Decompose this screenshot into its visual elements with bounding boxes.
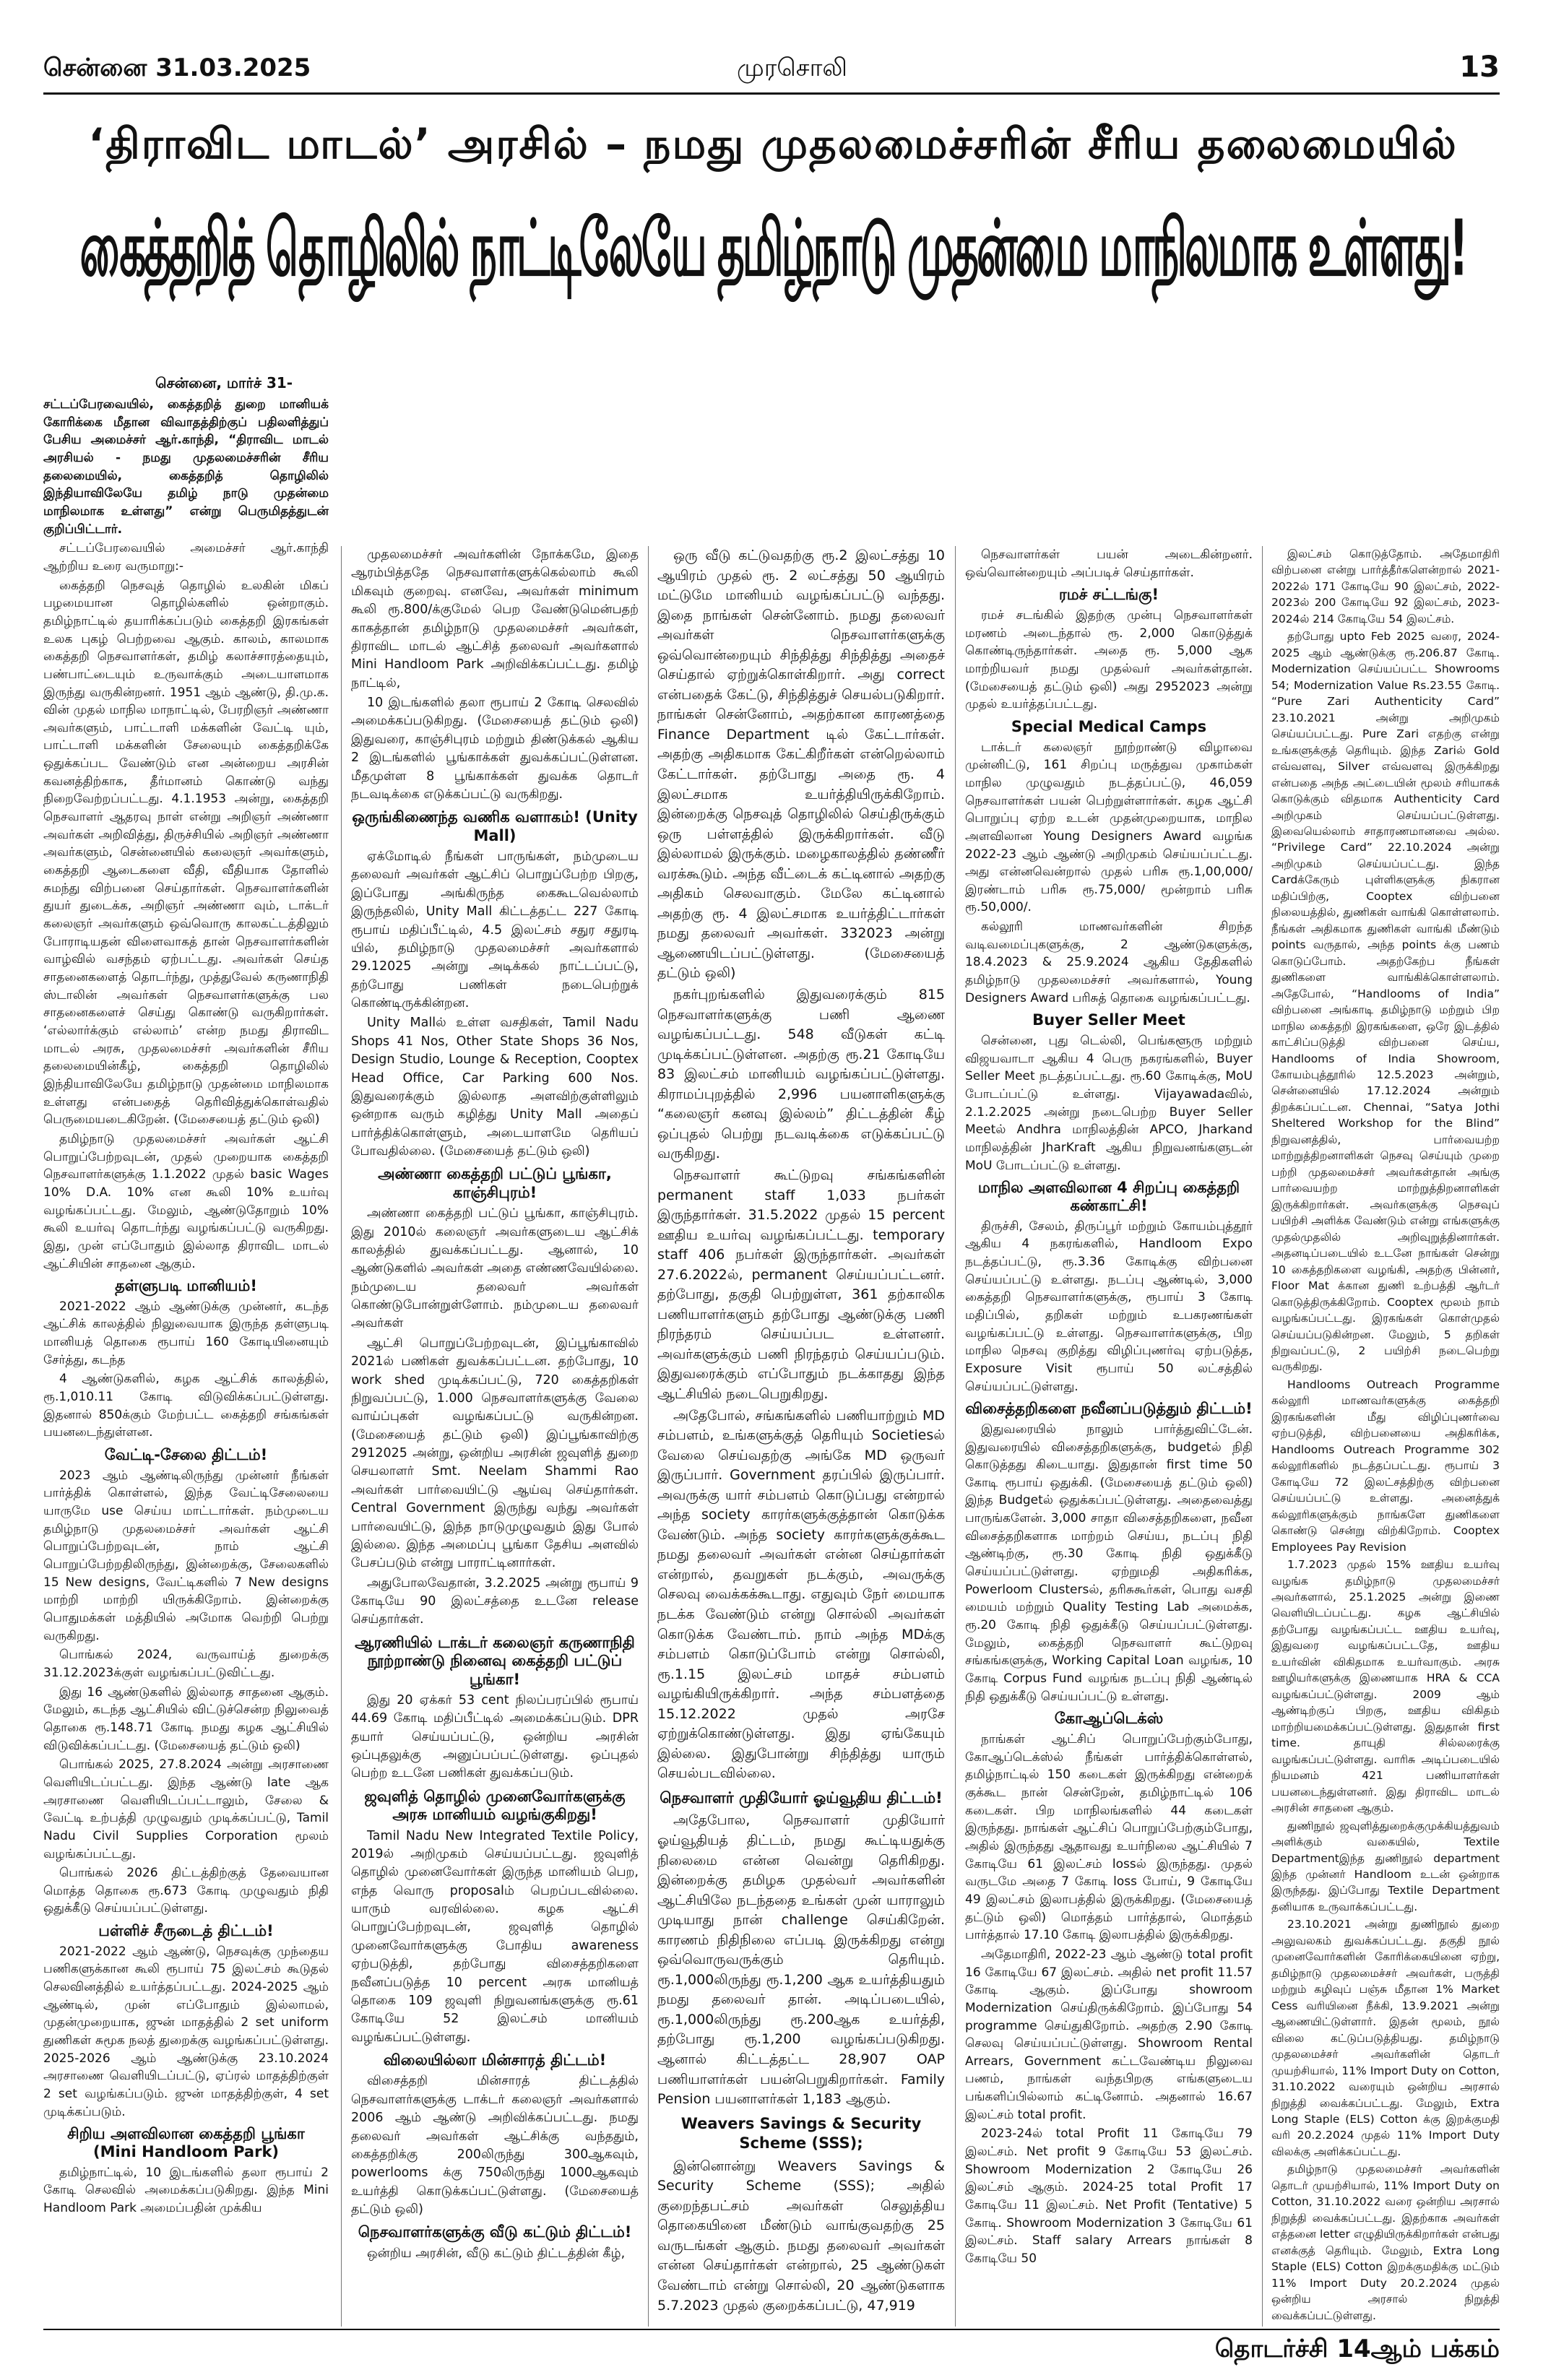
paragraph: 4 ஆண்டுகளில், கழக ஆட்சிக் காலத்தில், ரூ.1,010.11 கோடி விடுவிக்கப்பட்டுள்ளது. இதனால் 850க்கும் மேற்பட்ட கைத்தறி சங்கங்கள் பயனடைந்துள்ளன.	[43, 1372, 329, 1440]
subheading: ஆரணியில் டாக்டர் கலைஞர் கருணாநிதி நூற்றாண்டு நினைவு கைத்தறி பட்டுப் பூங்கா!	[355, 1633, 635, 1688]
paragraph: ஒன்றிய அரசின், வீடு கட்டும் திட்டத்தின் கீழ்,	[367, 2246, 626, 2261]
article-column-5	[1271, 546, 1500, 2330]
paragraph: 1.7.2023 முதல் 15% ஊதிய உயர்வு வழங்க தமிழ்நாடு முதலமைச்சர் அவர்களால், 25.1.2025 அன்று இணை வெளியிடப்பட்டது. கழக ஆட்சியில் தற்போது வழங்கப்பட்ட ஊதிய உயர்வு, இதுவரை வழங்கப்பட்டதே, ஊதிய உயர்வின் விகிதமாக உயர்வாகும். அரசு ஊழியர்களுக்கு இணையாக HRA & CCA வழங்கப்பட்டுள்ளது. 2009 ஆம் ஆண்டிற்குப் பிறகு, ஊதிய விகிதம் மாற்றியமைக்கப்பட்டுள்ளது. இதுதான் first time. தாயுதி சில்லரைக்கு வழங்கப்பட்டுள்ளது. வாரிசு அடிப்படையில் நியமனம் 421 பணியாளர்கள் பயனடைந்துள்ளனர். இது திராவிட மாடல் அரசின் சாதனை ஆகும்.	[1271, 1558, 1500, 1815]
paragraph: 23.10.2021 அன்று துணிநூல் துறை அலுவலகம் துவக்கப்பட்டது. தகுதி நூல் முனைவோர்களின் கோரிக்கையினை ஏற்று, தமிழ்நாடு முதலமைச்சர் அவர்கள், பருத்தி மற்றும் கழிவுப் பஞ்சு மீதான 1% Market Cess வரியினை நீக்கி, 13.9.2021 அன்று ஆணையிட்டுள்ளார். இதன் மூலம், நூல் விலை கட்டுப்படுத்தியது. தமிழ்நாடு முதலமைச்சர் அவர்களின் தொடர் முயற்சியால், 11% Import Duty on Cotton, 31.10.2022 வரையும் ஒன்றிய அரசால் நிறுத்தி வைக்கப்பட்டது. மேலும், Extra Long Staple (ELS) Cotton க்கு இறக்குமதி வரி 20.2.2024 முதல் 11% Import Duty விலக்கு அளிக்கப்பட்டது.	[1271, 1918, 1500, 2158]
subheading: கோஆப்டெக்ஸ்	[1054, 1710, 1164, 1728]
paragraph: பொங்கல் 2025, 27.8.2024 அன்று அரசாணை வெளியிடப்பட்டது. இந்த ஆண்டு late ஆக அரசாணை வெளியிடப்பட்டாலும், சேலை & வேட்டி உற்பத்தி முழுவதும் முடிக்கப்பட்டு, Tamil Nadu Civil Supplies Corporation மூலம் வழங்கப்பட்டது.	[43, 1757, 329, 1861]
subheading: நெசவாளர்களுக்கு வீடு கட்டும் திட்டம்!	[358, 2223, 632, 2241]
subheading: ஒருங்கிணைந்த வணிக வளாகம்! (Unity Mall)	[352, 808, 638, 844]
paragraph: முதலமைச்சர் அவர்களின் நோக்கமே, இதை ஆரம்பித்ததே நெசவாளர்களுக்கெல்லாம் கூலி மிகவும் குறைவு. எனவே, அவர்கள் minimum கூலி ரூ.800/க்குமேல் பெற வேண்டுமென்பதற் காகத்தான் தமிழ்நாடு முதலமைச்சர் அவர்கள், திராவிட மாடல் ஆட்சித் தலைவர் அவர்களால் Mini Handloom Park அறிவிக்கப்பட்டது. தமிழ் நாட்டில்,	[351, 548, 639, 691]
subheading: மாநில அளவிலான 4 சிறப்பு கைத்தறி கண்காட்சி!	[977, 1179, 1240, 1214]
subheading: Weavers Savings & Security Scheme (SSS);	[680, 2114, 922, 2152]
masthead	[43, 51, 1500, 94]
paragraph: Unity Mallல் உள்ள வசதிகள், Tamil Nadu Shops 41 Nos, Other State Shops 36 Nos, Design Studio, Lounge & Reception, Cooptex Head Office, Car Parking 600 Nos. இதுவரைக்கும் இல்லாத அளவிற்குள்ளிலும் ஒன்றாக வரும் கழித்து Unity Mall அதைப் பார்த்திக்கொள்ளும், அடையாளமே தெரியப் போவதில்லை. (மேசையைத் தட்டும் ஒலி)	[351, 1016, 639, 1159]
paragraph: ஏக்மோடில் நீங்கள் பாருங்கள், நம்முடைய தலைவர் அவர்கள் ஆட்சிப் பொறுப்பேற்ற பிறகு, இப்போது அங்கிருந்த கைகூடவெல்லாம் இருந்தலில், Unity Mall கிட்டத்தட்ட 227 கோடி ரூபாய் மதிப்பீட்டில், 4.5 இலட்சம் சதுர சதுரடி யில், தமிழ்நாடு முதலமைச்சர் அவர்களால் 29.12025 அன்று அடிக்கல் நாட்டப்பட்டு, தற்போது பணிகள் நடைபெற்றுக் கொண்டிருக்கின்றன.	[351, 849, 639, 1011]
paragraph: தமிழ்நாடு முதலமைச்சர் அவர்களின் தொடர் முயற்சியால், 11% Import Duty on Cotton, 31.10.2022 வரை ஒன்றிய அரசால் நிறுத்தி வைக்கப்பட்டது. இதற்காக அவர்கள் எத்தனை letter எழுதியிருக்கிறார்கள் என்பது எனக்குத் தெரியும். மேலும், Extra Long Staple (ELS) Cotton இறக்குமதிக்கு மட்டும் 11% Import Duty 20.2.2024 முதல் ஒன்றிய அரசால் நிறுத்தி வைக்கப்பட்டுள்ளது.	[1271, 2163, 1500, 2322]
paragraph: அண்ணா கைத்தறி பட்டுப் பூங்கா, காஞ்சிபுரம். இது 2010ல் கலைஞர் அவர்களுடைய ஆட்சிக் காலத்தில் துவக்கப்பட்டது. ஆனால், 10 ஆண்டுகளில் அவர்கள் அதை எண்ணவேயில்லை. நம்முடைய தலைவர் அவர்கள் கொண்டுபோன்றுள்ளோம். நம்முடைய தலைவர் அவர்கள்	[351, 1206, 639, 1331]
paragraph: அதுபோலவேதான், 3.2.2025 அன்று ரூபாய் 9 கோடியே 90 இலட்சத்தை உடனே release செய்தார்கள்.	[351, 1575, 639, 1627]
paragraph: பொங்கல் 2024, வருவாய்த் துறைக்கு 31.12.2023க்குள் வழங்கப்பட்டுவிட்டது.	[43, 1648, 329, 1680]
article-column-2	[351, 546, 639, 2330]
article-column-1	[43, 396, 329, 2332]
paragraph: கைத்தறி நெசவுத் தொழில் உலகின் மிகப் பழமையான தொழில்களில் ஒன்றாகும். தமிழ்நாட்டில் தயாரிக்கப்படும் கைத்தறி இரகங்கள் உலக புகழ் பெற்றவை ஆகும். காலம், காலமாக கைத்தறி நெசவாளர்கள், தமிழ் கலாச்சாரத்தையும், பண்பாட்டையும் உருவாக்கும் அடையாளமாக இருந்து வருகின்றனர். 1951 ஆம் ஆண்டு, தி.மு.க. வின் முதல் மாநில மாநாட்டில், பேரறிஞர் அண்ணா அவர்களும், பாட்டாளி மக்களின் வேட்டி யும், பாட்டாளி மக்களின் சேலையும் கைத்தறிக்கே ஒதுக்கப்பட வேண்டும் என அன்றைய அரசின் கவனத்திற்காக, தீர்மானம் கொண்டு வந்து நிறைவேற்றப்பட்டது. 4.1.1953 அன்று, கைத்தறி நெசவாளர் ஆதரவு நாள் என்று அறிஞர் அண்ணா அவர்கள் அறிவித்து, திருச்சியில் அறிஞர் அண்ணா அவர்களும், சென்னையில் கலைஞர் அவர்களும், கைத்தறி ஆடைகளை வீதி, வீதியாக தோளில் சுமந்து விற்பனை செய்தார்கள். நெசவாளர்களின் துயர் துடைக்க, அறிஞர் அண்ணா வும், டாக்டர் கலைஞர் அவர்களும் ஒவ்வொரு காலகட்டத்திலும் போராடியதன் விளைவாகத் தான் நெசவாளர்களின் வாழ்வில் வசந்தம் ஏற்பட்டது. அவர்கள் செய்த சாதனைகளைத் தொடர்ந்து, முத்துவேல் கருணாநிதி ஸ்டாலின் அவர்கள் நெசவாளர்களுக்கு பல சாதனைகளைச் செய்து கொண்டு வருகிறார்கள். ‘எல்லார்க்கும் எல்லாம்’ என்ற நமது திராவிட மாடல் அரசு, முதலமைச்சர் அவர்களின் சீரிய தலைமையின்கீழ், கைத்தறி தொழிலில் இந்தியாவிலேயே தமிழ்நாடு முதன்மை மாநிலமாக உள்ளது என்பதைத் தெரிவித்துக்கொள்வதில் பெருமையடைகிறேன். (மேசையைத் தட்டும் ஒலி)	[43, 578, 329, 1128]
footer-rule	[43, 2329, 1500, 2330]
subheading: நெசவாளர் முதியோர் ஓய்வூதிய திட்டம்!	[660, 1788, 943, 1806]
paragraph: ஆட்சி பொறுப்பேற்றவுடன், இப்பூங்காவில் 2021ல் பணிகள் துவக்கப்பட்டன. தற்போது, 10 work shed முடிக்கப்பட்டு, 720 கைத்தறிகள் நிறுவப்பட்டு, 1.000 நெசவாளர்களுக்கு வேலை வாய்ப்புகள் வழங்கப்பட்டு வருகின்றன. (மேசையைத் தட்டும் ஒலி) இப்பூங்காவிற்கு 2912025 அன்று, ஒன்றிய அரசின் ஜவுளித் துறை செயலாளர் Smt. Neelam Shammi Rao அவர்கள் பார்வையிட்டு ஆய்வு செய்தார்கள். Central Government இருந்து வந்து அவர்கள் பார்வையிட்டு, இந்த நாடுமுழுவதும் இது போல் இல்லை. இந்த அமைப்பு பூங்கா தேசிய அளவில் பேசப்படும் என்று பாராட்டினார்கள்.	[351, 1336, 639, 1571]
paragraph: 2023-24ல் total Profit 11 கோடியே 79 இலட்சம். Net profit 9 கோடியே 53 இலட்சம். Showroom Modernization 2 கோடியே 26 இலட்சம் ஆகும். 2024-25 total Profit 17 கோடியே 11 இலட்சம். Net Profit (Tentative) 5 கோடி. Showroom Modernization 3 கோடியே 61 இலட்சம். Staff salary Arrears நாங்கள் 8 கோடியே 50	[965, 2126, 1253, 2267]
paragraph: Tamil Nadu New Integrated Textile Policy, 2019ல் அறிமுகம் செய்யப்பட்டது. ஜவுளித் தொழில் முனைவோர்கள் இருந்த மானியம் பெற, எந்த வொரு proposalம் பெறப்படவில்லை. யாரும் வரவில்லை. கழக ஆட்சி பொறுப்பேற்றவுடன், ஜவுளித் தொழில் முனைவோர்களுக்கு போதிய awareness ஏற்படுத்தி, தற்போது விசைத்தறிகளை நவீனப்படுத்த 10 percent அரசு மானியத் தொகை 109 ஜவுளி நிறுவனங்களுக்கு ரூ.61 கோடியே 52 இலட்சம் மானியம் வழங்கப்பட்டுள்ளது.	[351, 1828, 639, 2045]
masthead-date: சென்னை 31.03.2025	[43, 53, 311, 82]
paragraph: தமிழ்நாடு முதலமைச்சர் அவர்கள் ஆட்சி பொறுப்பேற்றவுடன், முதல் முறையாக கைத்தறி நெசவாளர்களுக்கு 1.1.2022 முதல் basic Wages 10% D.A. 10% என கூலி 10% உயர்வு வழங்கப்பட்டது. மேலும், ஆண்டுதோறும் 10% கூலி உயர்வு தொடர்ந்து வழங்கப்பட்டு வருகிறது. இது, முன் எப்போதும் இல்லாத திராவிட மாடல் ஆட்சியின் சாதனை ஆகும்.	[43, 1131, 329, 1271]
masthead-paper-name: முரசொலி	[737, 53, 847, 82]
paragraph: இது 16 ஆண்டுகளில் இல்லாத சாதனை ஆகும். மேலும், கடந்த ஆட்சியில் விட்டுச்சென்ற நிலுவைத் தொகை ரூ.148.71 கோடி நமது கழக ஆட்சியில் விடுவிக்கப்பட்டது. (மேசையைத் தட்டும் ஒலி)	[43, 1684, 329, 1753]
subheading: Buyer Seller Meet	[1032, 1011, 1185, 1029]
subheading: வேட்டி-சேலை திட்டம்!	[104, 1446, 268, 1464]
subheading: பள்ளிச் சீருடைத் திட்டம்!	[98, 1922, 274, 1940]
subheading: அண்ணா கைத்தறி பட்டுப் பூங்கா, காஞ்சிபுரம்!	[378, 1165, 612, 1201]
paragraph: நாங்கள் ஆட்சிப் பொறுப்பேற்கும்போது, கோஆப்டெக்ஸ்ல் நீங்கள் பார்த்திக்கொள்ளல், தமிழ்நாட்டில் 150 கடைகள் இருக்கிறது என்றைக் குக்கூட நான் சென்றேன், தமிழ்நாட்டில் 106 கடைகள். பிற மாநிலங்களில் 44 கடைகள் இருந்தது. நாங்கள் ஆட்சிப் பொறுப்பேற்கும்போது, அதில் இருந்தது ஆதாவது உயர்நிலை ஆட்சியில் 7 கோடியே 61 இலட்சம் lossல் இருந்தது. முதல் வருடமே அதை 7 கோடி loss போய், 9 கோடியே 49 இலட்சம் இலாபத்தில் இருக்கிறது. (மேசையைத் தட்டும் ஒலி) மொத்தம் பார்த்தால், மொத்தம் பார்த்தால் 17.10 கோடி இலாபத்தில் இருக்கிறது.	[965, 1732, 1253, 1943]
column-divider	[341, 546, 342, 2327]
paragraph: விசைத்தறி மின்சாரத் திட்டத்தில் நெசவாளர்களுக்கு டாக்டர் கலைஞர் அவர்களால் 2006 ஆம் ஆண்டு அறிவிக்கப்பட்டது. நமது தலைவர் அவர்கள் ஆட்சிக்கு வந்ததும், கைத்தறிக்கு 200லிருந்து 300ஆகவும், powerlooms க்கு 750லிருந்து 1000ஆகவும் உயர்த்தி கொடுக்கப்பட்டுள்ளது. (மேசையைத் தட்டும் ஒலி)	[351, 2074, 639, 2217]
subheading: ஜவுளித் தொழில் முனைவோர்களுக்கு அரசு மானியம் வழங்குகிறது!	[364, 1787, 626, 1824]
subheading: Special Medical Camps	[1011, 717, 1207, 735]
paragraph: 2021-2022 ஆம் ஆண்டுக்கு முன்னர், கடந்த ஆட்சிக் காலத்தில் நிலுவையாக இருந்த தள்ளுபடி மானியத் தொகை ரூபாய் 160 கோடியினையும் சேர்த்து, கடந்த	[43, 1299, 329, 1367]
article-column-3	[657, 546, 945, 2330]
lead-paragraph: சட்டப்பேரவையில், கைத்தறித் துறை மானியக் கோரிக்கை மீதான விவாதத்திற்குப் பதிலளித்துப் பேசிய அமைச்சர் ஆர்.காந்தி, “திராவிட மாடல் அரசியல் - நமது முதலமைச்சரின் சீரிய தலைமையில், கைத்தறித் தொழிலில் இந்தியாவிலேயே தமிழ் நாடு முதன்மை மாநிலமாக உள்ளது” என்று பெருமிதத்துடன் குறிப்பிட்டார்.	[43, 397, 329, 537]
paragraph: திருச்சி, சேலம், திருப்பூர் மற்றும் கோயம்புத்தூர் ஆகிய 4 நகரங்களில், Handloom Expo நடத்தப்பட்டு, ரூ.3.36 கோடிக்கு விற்பனை செய்யப்பட்டு உள்ளது. நடப்பு ஆண்டில், 3,000 கைத்தறி நெசவாளர்களுக்கு, ரூபாய் 3 கோடி மதிப்பில், தறிகள் மற்றும் உபகரணங்கள் வழங்கப்பட்டு உள்ளது. நெசவாளர்களுக்கு, பிற மாநில நெசவு குறித்து விழிப்புணர்வு ஏற்படுத்த, Exposure Visit ரூபாய் 50 லட்சத்தில் செய்யப்பட்டுள்ளது.	[965, 1219, 1253, 1394]
masthead-page-number: 13	[1459, 51, 1500, 84]
column-divider	[1262, 546, 1263, 2327]
paragraph: இது 20 ஏக்கர் 53 cent நிலப்பரப்பில் ரூபாய் 44.69 கோடி மதிப்பீட்டில் அமைக்கப்படும். DPR தயார் செய்யப்பட்டு, ஒன்றிய அரசின் ஒப்புதலுக்கு அனுப்பப்பட்டுள்ளது. ஒப்புதல் பெற்ற உடனே பணிகள் துவக்கப்படும்.	[351, 1692, 639, 1781]
paragraph: தற்போது upto Feb 2025 வரை, 2024-2025 ஆம் ஆண்டுக்கு ரூ.206.87 கோடி. Modernization செய்யப்பட்ட Showrooms 54; Modernization Value Rs.23.55 கோடி. “Pure Zari Authenticity Card” 23.10.2021 அன்று அறிமுகம் செய்யப்பட்டது. Pure Zari எதற்கு என்று உங்களுக்குத் தெரியும். இந்த Zariல் Gold எவ்வளவு, Silver எவ்வளவு இருக்கிறது என்பதை அந்த அட்டையின் மூலம் சரியாகக் கொடுக்கும் விதமாக Authenticity Card அறிமுகம் செய்யப்பட்டுள்ளது. இவையெல்லாம் சாதாரணமானவை அல்ல. “Privilege Card” 22.10.2024 அன்று அறிமுகம் செய்யப்பட்டது. இந்த Cardக்கேரும் புள்ளிகளுக்கு நிகரான மதிப்பிற்கு, Cooptex விற்பனை நிலையத்தில், துணிகள் வாங்கி கொள்ளலாம். நீங்கள் அதிகமாக துணிகள் வாங்கி மீண்டும் points வருதால், அந்த points க்கு பணம் கொடுப்போம். அதற்கேற்ப நீங்கள் துணிகளை வாங்கிக்கொள்ளலாம். அதேபோல், “Handlooms of India” விற்பனை அங்காடி தமிழ்நாடு மற்றும் பிற மாநில கைத்தறி இரகங்களை, ஒரே இடத்தில் காட்சிப்படுத்தி விற்பனை செய்ய, Handlooms of India Showroom, கோயம்புத்தூரில் 12.5.2023 அன்றும், சென்னையில் 17.12.2024 அன்றும் திறக்கப்பட்டன. Chennai, “Satya Jothi Sheltered Workshop for the Blind” நிறுவனத்தில், பார்வையற்ற மாற்றுத்திறனாளிகள் நெசவு செய்யும் முறை பற்றி முதலமைச்சர் அவர்கள்தான் அங்கு பார்வையற்ற மாற்றுத்திறனாளிகள் இருக்கிறார்கள். அவர்களுக்கு நெசவுப் பயிற்சி அளிக்க வேண்டும் என்று எங்களுக்கு முதல்முதலில் அறிவுறுத்தினார்கள். அதனடிப்படையில் உடனே நாங்கள் சென்று 10 கைத்தறிகளை வழங்கி, அதற்கு பின்னர், Floor Mat க்கான துணி உற்பத்தி ஆர்டர் கொடுத்திருக்கிறோம். Cooptex மூலம் நாம் வழங்கப்பட்டது. இரகங்கள் கொள்முதல் செய்யப்படுகின்றன. மேலும், 5 தறிகள் நிறுவப்பட்டு, 2 பயிற்சி நடைபெற்று வருகிறது.	[1271, 630, 1500, 1374]
paragraph: இன்னொன்று Weavers Savings & Security Scheme (SSS); அதில் குறைந்தபட்சம் அவர்கள் செலுத்திய தொகையினை மீண்டும் வாங்குவதற்கு 25 வருடங்கள் ஆகும். நமது தலைவர் அவர்கள் என்ன செய்தார்கள் என்றால், 25 ஆண்டுகள் வேண்டாம் என்று சொல்லி, 20 ஆண்டுகளாக 5.7.2023 முதல் குறைக்கப்பட்டு, 47,919	[657, 2158, 945, 2314]
paragraph: 2023 ஆம் ஆண்டிலிருந்து முன்னர் நீங்கள் பார்த்திக் கொள்ளல், இந்த வேட்டிசேலையை யாருமே use செய்ய மாட்டார்கள். நம்முடைய தமிழ்நாடு முதலமைச்சர் அவர்கள் ஆட்சி பொறுப்பேற்றவுடன், நாம் ஆட்சி பொறுப்பேற்றதிலிருந்து, இன்றைக்கு, சேலைகளில் 15 New designs, வேட்டிகளில் 7 New designs மாற்றி மாற்றி யிருக்கிறோம். இன்றைக்கு பொதுமக்கள் மத்தியில் அமோக வெற்றி பெற்று வருகிறது.	[43, 1468, 329, 1643]
paragraph: அதேபோல், சங்கங்களில் பணியாற்றும் MD சம்பளம், உங்களுக்குத் தெரியும் Societiesல் வேலை செய்வதற்கு அங்கே MD ஒருவர் இருப்பார். Government தரப்பில் இருப்பார். அவருக்கு யார் சம்பளம் கொடுப்பது என்றால் அந்த society காரர்களுக்குத்தான் கொடுக்க வேண்டும். அந்த society காரர்களுக்குக்கூட நமது தலைவர் அவர்கள் என்ன செய்தார்கள் என்றால், தவறுகள் நடக்கும், அவருக்கு செலவு வைக்கக்கூடாது. எதுவும் நேர் மையாக நடக்க வேண்டும் என்று சொல்லி அவர்கள் கொடுக்க வேண்டாம். நாம் அந்த MDக்கு சம்பளம் கொடுப்போம் என்று சொல்லி, ரூ.1.15 இலட்சம் மாதச் சம்பளம் வழங்கியிருக்கிறார். அந்த சம்பளத்தை 15.12.2022 முதல் அரசே ஏற்றுக்கொண்டுள்ளது. இது ஏங்கேயும் இல்லை. இதுபோன்று சிந்தித்து யாரும் செயல்படவில்லை.	[657, 1407, 945, 1782]
continued-on-page: தொடர்ச்சி 14ஆம் பக்கம்	[1214, 2334, 1500, 2363]
paragraph: துணிநூல் ஜவுளித்துறைக்குமுக்கியத்துவம் அளிக்கும் வகையில், Textile Departmentஇந்த துணிநூல் department இந்த முன்னர் Handloom உடன் ஒன்றாக இருந்தது. இப்போது Textile Department தனியாக உருவாக்கப்பட்டது.	[1271, 1819, 1500, 1913]
paragraph: Handlooms Outreach Programme கல்லூரி மாணவர்களுக்கு கைத்தறி இரகங்களின் மீது விழிப்புணர்வை ஏற்படுத்தி, விற்பனையை அதிகரிக்க, Handlooms Outreach Programme 302 கல்லூரிகளில் நடத்தப்பட்டது. ரூபாய் 3 கோடியே 72 இலட்சத்திற்கு விற்பனை செய்யப்பட்டு உள்ளது. அனைத்துக் கல்லூரிகளுக்கும் நாங்களே துணிகளை கொண்டு சென்று விற்கிறோம். Cooptex Employees Pay Revision	[1271, 1377, 1500, 1554]
column-divider	[648, 546, 649, 2327]
subheading: ரமச் சட்டங்கு!	[1058, 586, 1159, 604]
paragraph: 2021-2022 ஆம் ஆண்டு, நெசவுக்கு முந்தைய பணிகளுக்கான கூலி ரூபாய் 75 இலட்சம் கூடுதல் செலவினத்தில் உயர்த்தப்பட்டது. 2024-2025 ஆம் ஆண்டில், முன் எப்போதும் இல்லாமல், முதன்முறையாக, ஜுன் மாதத்தில் 2 set uniform துணிகள் சுமூக நலத் துறைக்கு வழங்கப்பட்டுள்ளது. 2025-2026 ஆம் ஆண்டுக்கு 23.10.2024 அரசாணை வெளியிடப்பட்டு, ஏப்ரல் மாதத்திற்குள் 2 set வழங்கப்படும். ஜுன் மாதத்திற்குள், 4 set முடிக்கப்படும்.	[43, 1944, 329, 2119]
paragraph: ஒரு வீடு கட்டுவதற்கு ரூ.2 இலட்சத்து 10 ஆயிரம் முதல் ரூ. 2 லட்சத்து 50 ஆயிரம் மட்டுமே மானியம் வழங்கப்பட்டு வந்தது. இதை நாங்கள் சென்னோம். நமது தலைவர் அவர்கள் நெசவாளர்களுக்கு ஒவ்வொன்றையும் சிந்தித்து சிந்தித்து அதைச் செய்தால் ஏற்றுக்கொள்கிறார். அது correct என்பதைக் கேட்டு, சிந்தித்துச் செயல்படுகிறார். நாங்கள் சென்னோம், அதற்கான காரணத்தை Finance Department டில் கேட்டார்கள். அதற்கு அதிகமாக கேட்கிறீர்கள் என்றெல்லாம் கேட்டார்கள். தற்போது அதை ரூ. 4 இலட்சமாக உயர்த்தியிருக்கிறோம். இன்றைக்கு நெசவுத் தொழிலில் செய்திருக்கும் ஒரு பள்ளத்தில் இருக்கிறார்கள். வீடு இல்லாமல் இருக்கும். மழைகாலத்தில் தண்ணீர் வரக்கூடும். அந்த வீட்டைக் கட்டினால் அதற்கு அதிகம் செலவாகும். மேலே கட்டினால் அதற்கு ரூ. 4 இலட்சமாக உயர்த்திட்டார்கள் நமது தலைவர் அவர்கள். 332023 அன்று ஆணையிடப்பட்டுள்ளது. (மேசையைத் தட்டும் ஒலி)	[657, 548, 945, 982]
paragraph: கல்லூரி மாணவர்களின் சிறந்த வடிவமைப்புகளுக்கு, 2 ஆண்டுகளுக்கு, 18.4.2023 & 25.9.2024 ஆகிய தேதிகளில் தமிழ்நாடு முதலமைச்சர் அவர்களால், Young Designers Award பரிசுத் தொகை வழங்கப்பட்டது.	[965, 919, 1253, 1005]
article-column-4	[965, 546, 1253, 2330]
subheading: விலையில்லா மின்சாரத் திட்டம்!	[383, 2051, 607, 2069]
column-divider	[955, 546, 956, 2327]
paragraph: சென்னை, புது டெல்லி, பெங்களூரு மற்றும் விஜயவாடா ஆகிய 4 பெரு நகரங்களில், Buyer Seller Meet நடத்தப்பட்டது. ரூ.60 கோடிக்கு, MoU போடப்பட்டு உள்ளது. Vijayawadaவில், 2.1.2.2025 அன்று நடைபெற்ற Buyer Seller Meetல் Andhra மாநிலத்தின் APCO, Jharkand மாநிலத்தின் JharKraft ஆகிய நிறுவனங்களுடன் MoU போடப்பட்டு உள்ளது.	[965, 1034, 1253, 1173]
paragraph: டாக்டர் கலைஞர் நூற்றாண்டு விழாவை முன்னிட்டு, 161 சிறப்பு மருத்துவ முகாம்கள் மாநில முழுவதும் நடத்தப்பட்டு, 46,059 நெசவாளர்கள் பயன் பெற்றுள்ளார்கள். கழக ஆட்சி பொறுப்பு ஏற்ற உடன் முதன்முறையாக, மாநில அளவிலான Young Designers Award வழங்க 2022-23 ஆம் ஆண்டு அறிமுகம் செய்யப்பட்டது. அது என்னவென்றால் முதல் பரிசு ரூ.1,00,000/ இரண்டாம் பரிசு ரூ.75,000/ மூன்றாம் பரிசு ரூ.50,000/.	[965, 740, 1253, 915]
paragraph: நெசவாளர் கூட்டுறவு சங்கங்களின் permanent staff 1,033 நபர்கள் இருந்தார்கள். 31.5.2022 முதல் 15 percent ஊதிய உயர்வு வழங்கப்பட்டது. temporary staff 406 நபர்கள் இருந்தார்கள். அவர்கள் 27.6.2022ல், permanent செய்யப்பட்டனர். தற்போது, தகுதி பெற்றுள்ள, 361 தற்காலிக பணியாளர்களும் தற்போது ஆண்டுக்கு பணி நிரந்தரம் செய்யப்பட உள்ளனர். அவர்களுக்கும் பணி நிரந்தரம் செய்யப்படும். இதுவரைக்கும் எப்போதும் நடக்காதது இந்த ஆட்சியில் நடைபெறுகிறது.	[657, 1167, 945, 1402]
paragraph: அதேபோல, நெசவாளர் முதியோர் ஓய்வூதியத் திட்டம், நமது கூட்டியதுக்கு நிலைமை என்ன வென்று தெரிகிறது. இன்றைக்கு தமிழக முதல்வர் அவர்களின் ஆட்சியிலே நடந்ததை உங்கள் முன் யாராலும் முடியாது நான் challenge செய்கிறேன். காரணம் நிதிநிலை எப்படி இருக்கிறது என்று ஒவ்வொருவருக்கும் தெரியும். ரூ.1,000லிருந்து ரூ.1,200 ஆக உயர்த்தியதும் நமது தலைவர் தான். அடிப்படையில், ரூ.1,000லிருந்து ரூ.200ஆக உயர்த்தி, தற்போது ரூ.1,200 வழங்கப்படுகிறது. ஆனால் கிட்டத்தட்ட 28,907 OAP பணியாளர்கள் பயன்பெறுகிறார்கள். Family Pension பயனாளர்கள் 1,183 ஆகும்.	[657, 1812, 945, 2108]
paragraph: 10 இடங்களில் தலா ரூபாய் 2 கோடி செலவில் அமைக்கப்படுகிறது. (மேசையைத் தட்டும் ஒலி) இதுவரை, காஞ்சிபுரம் மற்றும் திண்டுக்கல் ஆகிய 2 இடங்களில் பூங்காக்கள் துவக்கப்பட்டுள்ளன. மீதமுள்ள 8 பூங்காக்கள் துவக்க தொடர் நடவடிக்கை எடுக்கப்பட்டு வருகிறது.	[351, 696, 639, 802]
subheading: சிறிய அளவிலான கைத்தறி பூங்கா (Mini Handloom Park)	[67, 2125, 305, 2160]
paragraph: அதேமாதிரி, 2022-23 ஆம் ஆண்டு total profit 16 கோடியே 67 இலட்சம். அதில் net profit 11.57 கோடி ஆகும். இப்போது showroom Modernization செய்திருக்கிறோம். இப்போது 54 programme செய்துகிறோம். அதற்கு 2.90 கோடி செலவு செய்யப்பட்டுள்ளது. Showroom Rental Arrears, Government கட்டவேண்டிய நிலுவை பணம், நாங்கள் வந்தபிறகு எங்களுடைய பங்களிப்பில்லாம் கட்டினோம். அதனால் 16.67 இலட்சம் total profit.	[965, 1947, 1253, 2122]
paragraph: தமிழ்நாட்டில், 10 இடங்களில் தலா ரூபாய் 2 கோடி செலவில் அமைக்கப்படுகிறது. இந்த Mini Handloom Park அமைப்பதின் முக்கிய	[43, 2165, 329, 2215]
paragraph: நெசவாளர்கள் பயன் அடைகின்றனர். ஒவ்வொன்றையும் அப்படிச் செய்தார்கள்.	[965, 548, 1253, 580]
masthead-rule	[43, 92, 1500, 95]
paragraph: இதுவரையில் நாலும் பார்த்துவிட்டேன். இதுவரையில் விசைத்தறிகளுக்கு, budgetல் நிதி கொடுத்தது கிடையாது. இதுதான் first time 50 கோடி ரூபாய் ஒதுக்கி. (மேசையைத் தட்டும் ஒலி) இந்த Budgetல் ஒதுக்கப்பட்டுள்ளது. அதைவைத்து பாருங்களேன். 3,000 சாதா விசைத்தறிகளை, நவீன விசைத்தறிகளாக மாற்றம் செய்ய, நடப்பு நிதி ஆண்டிற்கு, ரூ.30 கோடி நிதி ஒதுக்கீடு செய்யப்பட்டுள்ளது. ஏற்றுமதி அதிகரிக்க, Powerloom Clustersல், தரிசுகூர்கள், பொது வசதி மையம் மற்றும் Quality Testing Lab அமைக்க, ரூ.20 கோடி நிதி ஒதுக்கீடு செய்யப்பட்டுள்ளது. மேலும், கைத்தறி நெசவாளர் கூட்டுறவு சங்கங்களுக்கு, Working Capital Loan வழங்க, 10 கோடி Corpus Fund வழங்க நடப்பு நிதி ஆண்டில் நிதி ஒதுக்கீடு செய்யப்பட்டு உள்ளது.	[965, 1421, 1253, 1704]
paragraph: சட்டப்பேரவையில் அமைச்சர் ஆர்.காந்தி ஆற்றிய உரை வருமாறு:-	[43, 541, 329, 574]
paragraph: பொங்கல் 2026 திட்டத்திற்குத் தேவையான மொத்த தொகை ரூ.673 கோடி முழுவதும் நிதி ஒதுக்கீடு செய்யப்பட்டுள்ளது.	[43, 1866, 329, 1916]
subheading: விசைத்தறிகளை நவீனப்படுத்தும் திட்டம்!	[965, 1400, 1253, 1418]
paragraph: இலட்சம் கொடுத்தோம். அதேமாதிரி விற்பனை என்று பார்த்தீர்களென்றால் 2021-2022ல் 171 கோடியே 90 இலட்சம், 2022-2023ல் 200 கோடியே 92 இலட்சம், 2023-2024ல் 214 கோடியே 54 இலட்சம்.	[1271, 548, 1500, 626]
paragraph: நகர்புறங்களில் இதுவரைக்கும் 815 நெசவாளர்களுக்கு பணி ஆணை வழங்கப்பட்டது. 548 வீடுகள் கட்டி முடிக்கப்பட்டுள்ளன. அதற்கு ரூ.21 கோடியே 83 இலட்சம் மானியம் வழங்கப்பட்டுள்ளது. கிராமப்புறத்தில் 2,996 பயனாளிகளுக்கு “கலைஞர் கனவு இல்லம்” திட்டத்தின் கீழ் ஒப்புதல் பெற்று நடவடிக்கை எடுக்கப்பட்டு வருகிறது.	[657, 987, 945, 1162]
subheading: தள்ளுபடி மானியம்!	[115, 1277, 257, 1295]
paragraph: ரமச் சடங்கில் இதற்கு முன்பு நெசவாளர்கள் மரணம் அடைந்தால் ரூ. 2,000 கொடுத்துக் கொண்டிருந்தார்கள். அதை ரூ. 5,000 ஆக மாற்றியவர் நமது முதல்வர் அவர்கள்தான். (மேசையைத் தட்டும் ஒலி) அது 2952023 அன்று முதல் உயர்த்தப்பட்டது.	[965, 607, 1253, 712]
main-headline: கைத்தறித் தொழிலில் நாட்டிலேயே தமிழ்நாடு முதன்மை மாநிலமாக உள்ளது!	[79, 202, 1466, 294]
dateline: சென்னை, மார்ச் 31-	[155, 374, 293, 391]
headline-kicker: ‘திராவிட மாடல்’ அரசில் – நமது முதலமைச்சரின் சீரிய தலைமையில்	[88, 119, 1458, 168]
